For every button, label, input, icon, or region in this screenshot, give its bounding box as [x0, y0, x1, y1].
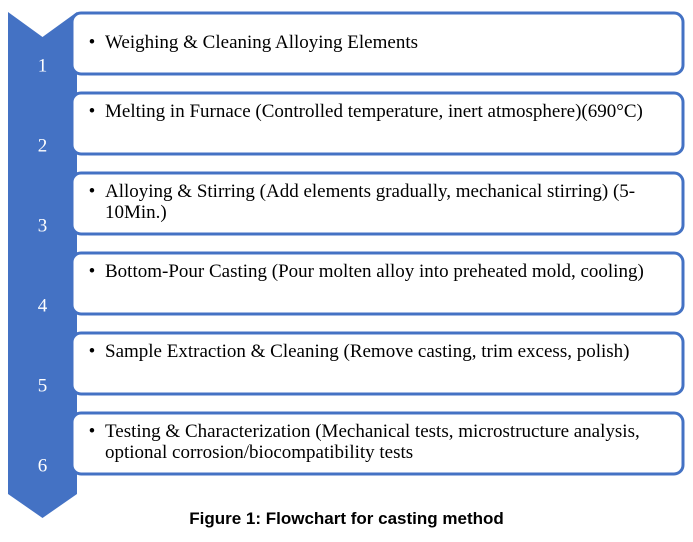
bullet-icon: •: [88, 101, 96, 122]
step-4-text: Bottom-Pour Casting (Pour molten alloy into preheated mold, cooling): [105, 261, 644, 282]
figure-caption: Figure 1: Flowchart for casting method: [189, 509, 504, 528]
step-1-item: [79, 32, 679, 53]
step-3-number: 3: [37, 215, 48, 237]
bullet-icon: •: [88, 32, 96, 53]
step-6-item: [79, 421, 679, 463]
step-6-number: 6: [37, 455, 48, 477]
step-1-text: Weighing & Cleaning Alloying Elements: [105, 32, 418, 53]
step-5-number: 5: [37, 375, 48, 397]
step-2-number: 2: [37, 135, 48, 157]
step-5-item: [79, 341, 679, 362]
step-1-number: 1: [37, 55, 48, 77]
step-2-text: Melting in Furnace (Controlled temperature, inert atmosphere)(690°C): [105, 101, 643, 122]
bullet-icon: •: [88, 261, 96, 282]
bullet-icon: •: [88, 341, 96, 362]
step-2-item: [79, 101, 679, 122]
step-4-number: 4: [37, 295, 48, 317]
step-3-item: [79, 181, 679, 223]
step-3-text: Alloying & Stirring (Add elements gradually, mechanical stirring) (5-10Min.): [105, 181, 636, 223]
step-5-text: Sample Extraction & Cleaning (Remove casting, trim excess, polish): [105, 341, 630, 362]
bullet-icon: •: [88, 421, 96, 442]
step-6-text: Testing & Characterization (Mechanical tests, microstructure analysis, optional corrosion/biocompatibility tests: [105, 421, 640, 463]
bullet-icon: •: [88, 181, 96, 202]
step-4-item: [79, 261, 679, 282]
